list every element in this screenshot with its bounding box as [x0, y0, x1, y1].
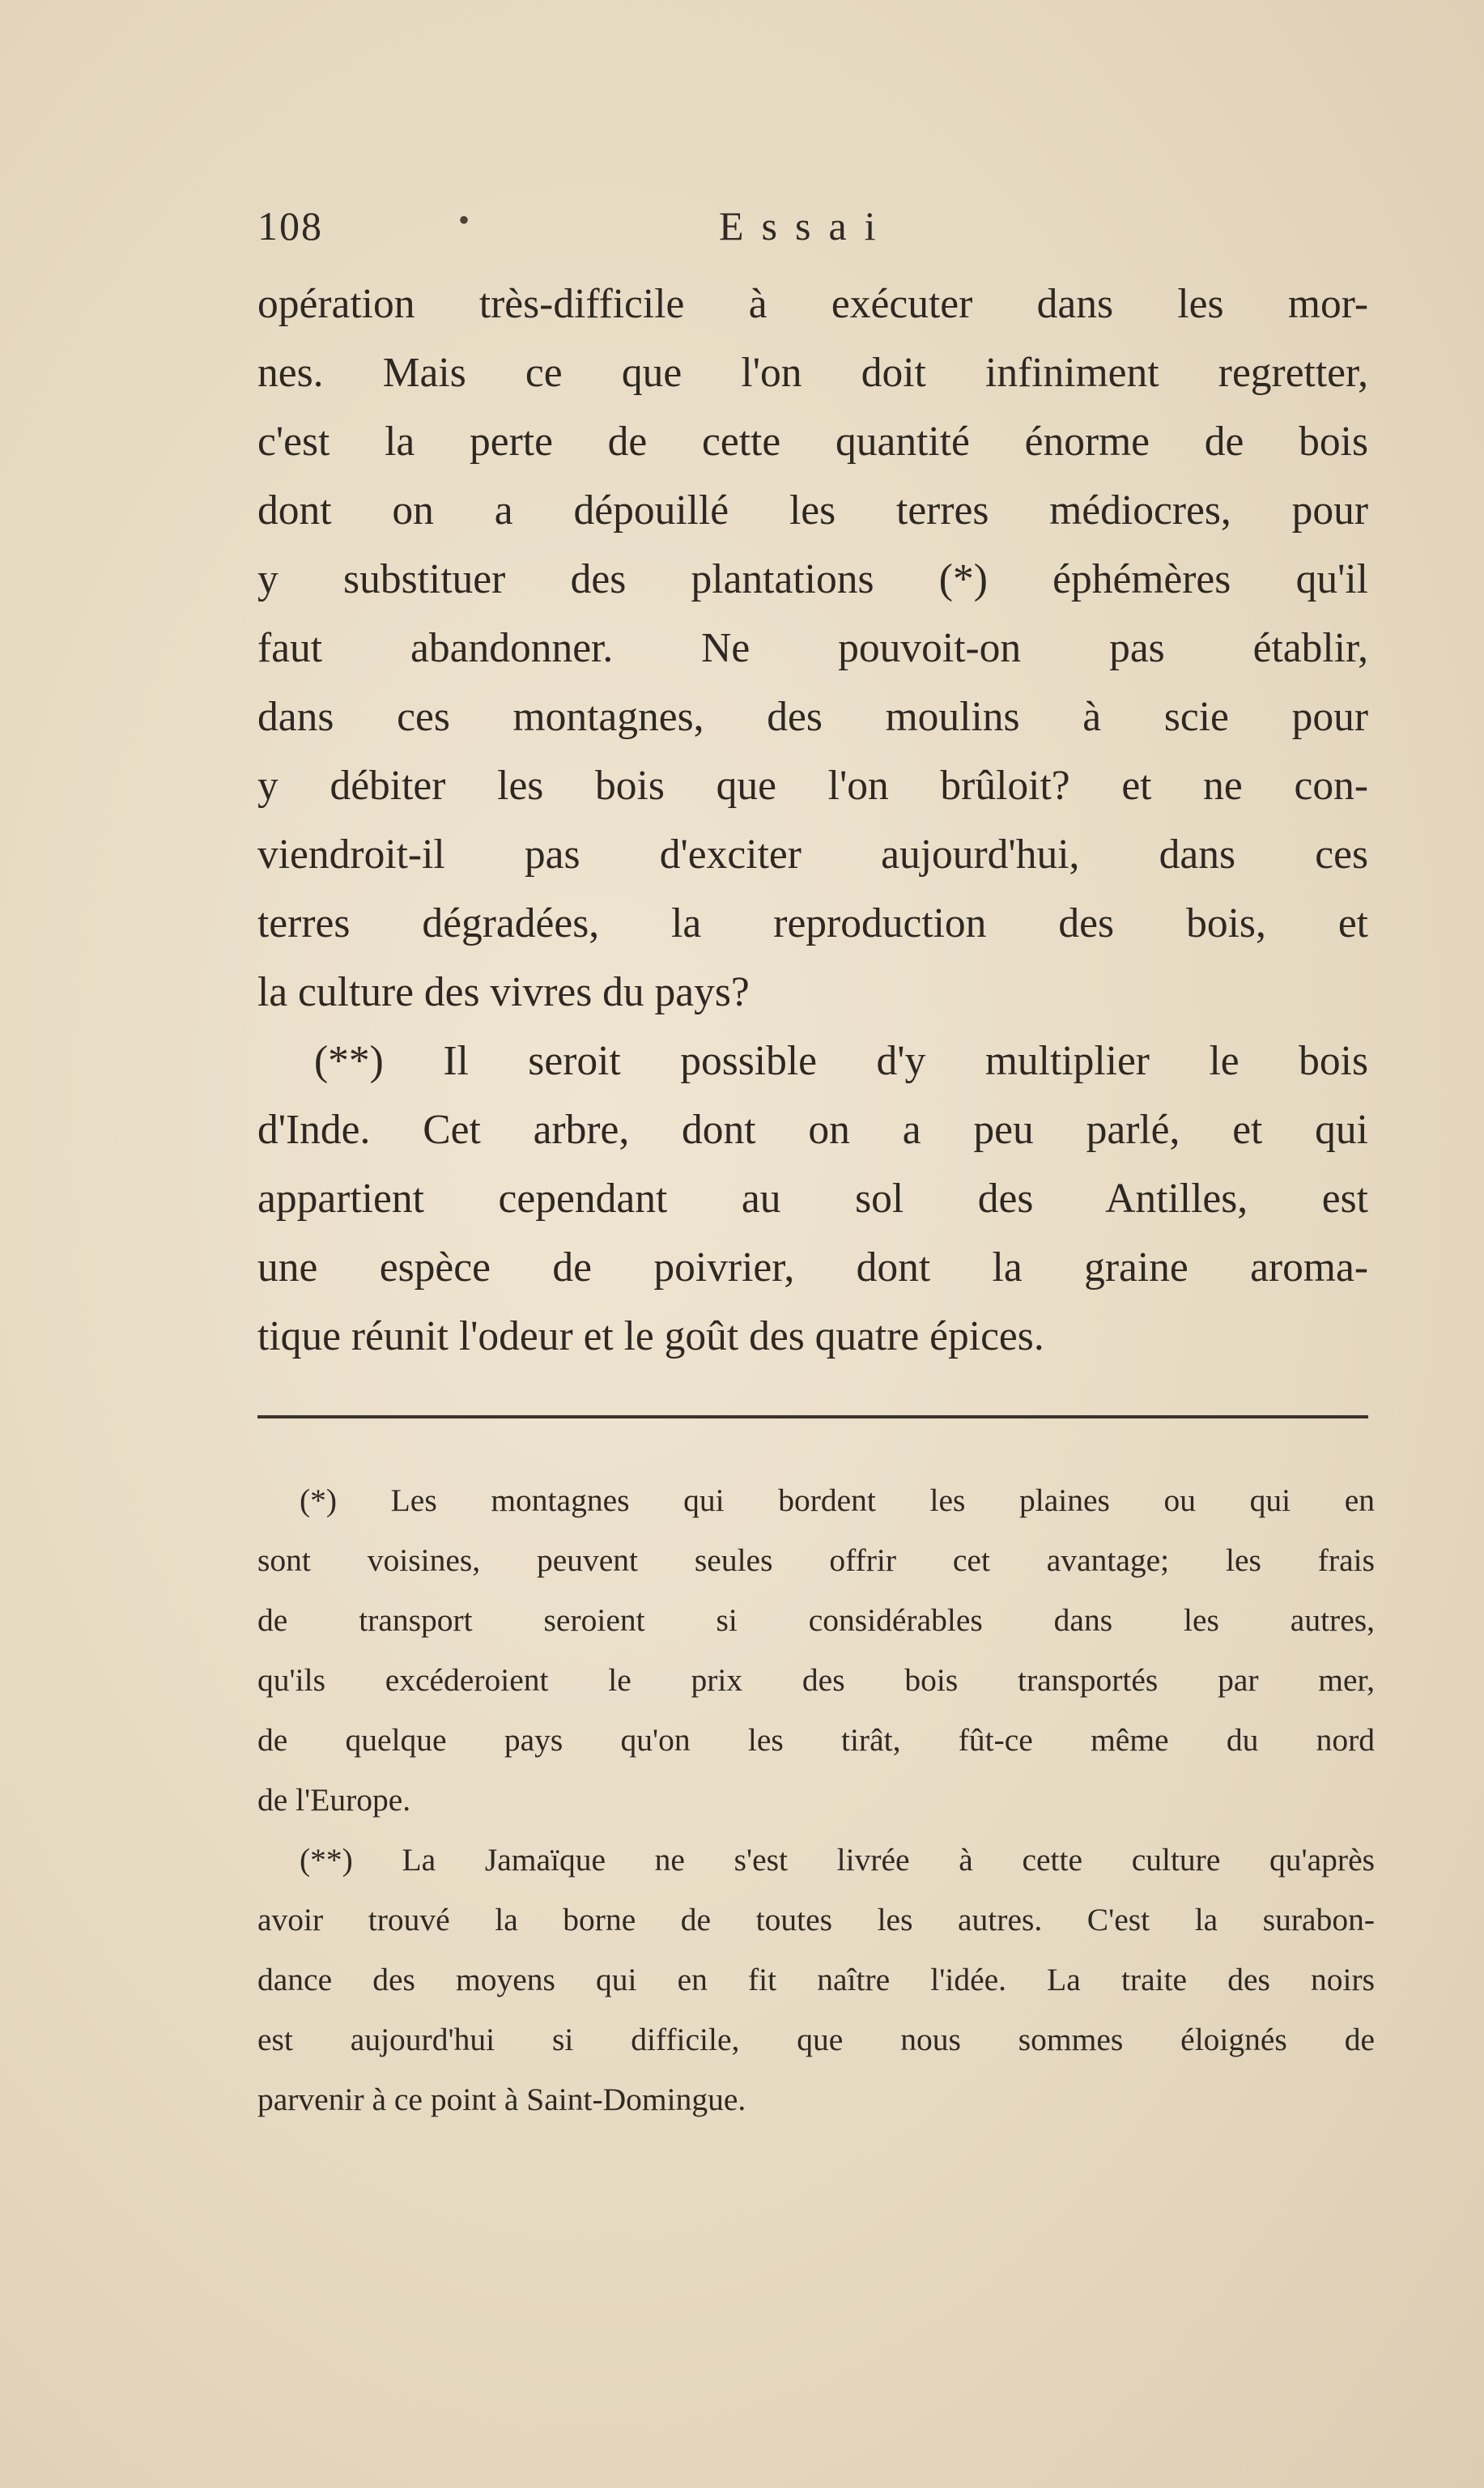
- running-head: [257, 194, 1375, 259]
- body-line: terres dégradées, la reproduction des bois, et: [257, 900, 1368, 946]
- footnote-line: est aujourd'hui si difficile, que nous sommes éloignés de: [257, 2022, 1375, 2057]
- footnote-line: (**) La Jamaïque ne s'est livrée à cette culture qu'après: [300, 1842, 1375, 1878]
- footnote-line: qu'ils excéderoient le prix des bois transportés par mer,: [257, 1662, 1375, 1698]
- footnote-1: [257, 1470, 1375, 1830]
- footnote-line: de transport seroient si considérables dans les autres,: [257, 1602, 1375, 1638]
- running-title: Essai: [719, 203, 894, 249]
- body-line: tique réunit l'odeur et le goût des quatre épices.: [257, 1313, 1044, 1359]
- printer-dot: •: [458, 202, 470, 238]
- body-line: (**) Il seroit possible d'y multiplier le bois: [314, 1038, 1368, 1084]
- body-line: nes. Mais ce que l'on doit infiniment regretter,: [257, 350, 1368, 396]
- footnote-line: sont voisines, peuvent seules offrir cet avantage; les frais: [257, 1542, 1375, 1578]
- body-line: dans ces montagnes, des moulins à scie pour: [257, 694, 1368, 740]
- body-line: c'est la perte de cette quantité énorme de bois: [257, 419, 1368, 465]
- footnote-line: dance des moyens qui en fit naître l'idée. La traite des noirs: [257, 1962, 1375, 1997]
- footnotes: [257, 1470, 1375, 2129]
- main-text: [257, 270, 1368, 1371]
- body-line: y débiter les bois que l'on brûloit? et ne con-: [257, 763, 1368, 809]
- page-number: 108: [257, 203, 323, 249]
- body-line: dont on a dépouillé les terres médiocres, pour: [257, 487, 1368, 534]
- body-line: faut abandonner. Ne pouvoit-on pas établir,: [257, 625, 1368, 671]
- body-line: d'Inde. Cet arbre, dont on a peu parlé, et qui: [257, 1107, 1368, 1153]
- footnote-line: avoir trouvé la borne de toutes les autres. C'est la surabon-: [257, 1902, 1375, 1937]
- body-line: opération très-difficile à exécuter dans les mor-: [257, 281, 1368, 327]
- footnote-rule: [257, 1415, 1368, 1418]
- footnote-line: de quelque pays qu'on les tirât, fût-ce même du nord: [257, 1722, 1375, 1758]
- body-line: appartient cependant au sol des Antilles, est: [257, 1176, 1368, 1222]
- footnote-line: (*) Les montagnes qui bordent les plaines ou qui en: [300, 1482, 1375, 1518]
- footnote-line: parvenir à ce point à Saint-Domingue.: [257, 2082, 746, 2117]
- footnote-line: de l'Europe.: [257, 1782, 411, 1818]
- body-line: y substituer des plantations (*) éphémères qu'il: [257, 556, 1368, 602]
- body-line: viendroit-il pas d'exciter aujourd'hui, dans ces: [257, 831, 1368, 878]
- footnote-2: [257, 1830, 1375, 2129]
- body-line: une espèce de poivrier, dont la graine aroma-: [257, 1244, 1368, 1291]
- body-line: la culture des vivres du pays?: [257, 969, 750, 1015]
